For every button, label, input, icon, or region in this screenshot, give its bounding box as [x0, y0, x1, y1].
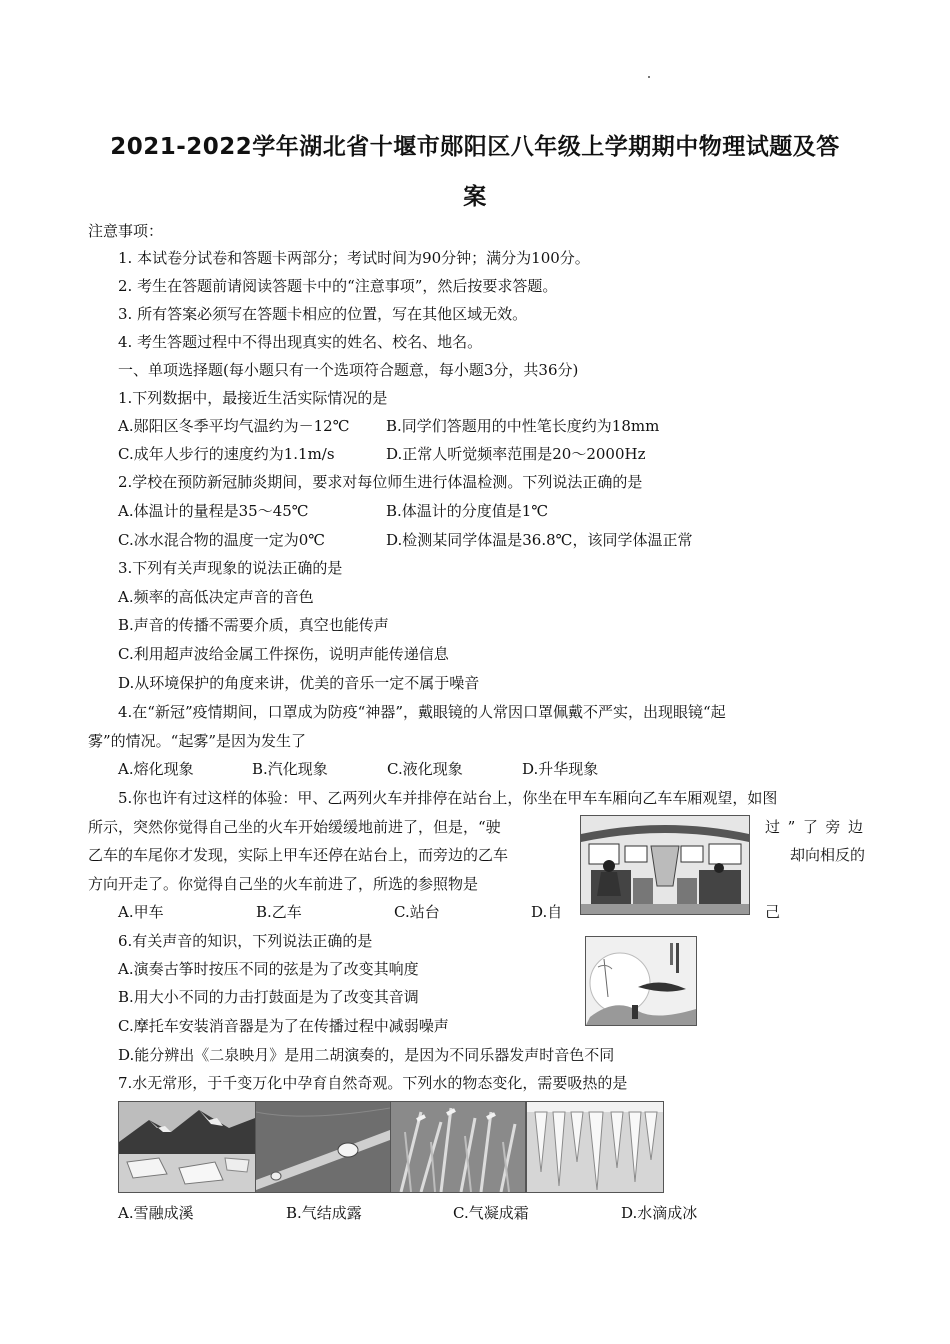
snow-melting-photo: [118, 1101, 256, 1193]
dew-photo: [255, 1101, 391, 1193]
q6-stem: 6.有关声音的知识，下列说法正确的是: [118, 932, 373, 950]
icicles-photo: [526, 1101, 664, 1193]
q4-option-d: D.升华现象: [522, 760, 599, 778]
q3-option-b: B.声音的传播不需要介质，真空也能传声: [118, 616, 389, 634]
q4-option-a: A.熔化现象: [118, 760, 194, 778]
q2-option-b: B.体温计的分度值是1℃: [386, 502, 549, 520]
q5-stem-line4: 方向开走了。你觉得自己坐的火车前进了，所选的参照物是: [88, 875, 479, 893]
q5-stem-line3b: 却向相反的: [790, 846, 866, 864]
q3-option-c: C.利用超声波给金属工件探伤，说明声能传递信息: [118, 645, 449, 663]
notice-item-2: 2. 考生在答题前请阅读答题卡中的“注意事项”，然后按要求答题。: [118, 277, 558, 295]
q6-option-a: A.演奏古筝时按压不同的弦是为了改变其响度: [118, 960, 419, 978]
q1-option-a: A.郧阳区冬季平均气温约为－12℃: [118, 417, 350, 435]
notice-heading: 注意事项：: [88, 222, 164, 240]
notice-item-4: 4. 考生答题过程中不得出现真实的姓名、校名、地名。: [118, 333, 483, 351]
q5-stem-line2b: 过”了旁边: [765, 818, 863, 836]
q3-stem: 3.下列有关声现象的说法正确的是: [118, 559, 343, 577]
q2-option-a: A.体温计的量程是35～45℃: [118, 502, 309, 520]
section-heading: 一、单项选择题(每小题只有一个选项符合题意，每小题3分，共36分): [118, 361, 579, 379]
q7-stem: 7.水无常形，于千变万化中孕育自然奇观。下列水的物态变化，需要吸热的是: [118, 1074, 628, 1092]
q2-option-d: D.检测某同学体温是36.8℃，该同学体温正常: [386, 531, 693, 549]
q6-option-b: B.用大小不同的力击打鼓面是为了改变其音调: [118, 988, 419, 1006]
q5-option-d-part1: D.自: [531, 903, 563, 921]
train-carriage-figure: [580, 815, 750, 915]
q3-option-a: A.频率的高低决定声音的音色: [118, 588, 314, 606]
q1-option-d: D.正常人听觉频率范围是20～2000Hz: [386, 445, 646, 463]
q4-stem-line1: 4.在“新冠”疫情期间，口罩成为防疫“神器”，戴眼镜的人常因口罩佩戴不严实，出现眼镜“起: [118, 703, 726, 721]
page-mark: [648, 76, 650, 78]
q1-option-c: C.成年人步行的速度约为1.1m/s: [118, 445, 335, 463]
q5-stem-line1: 5.你也许有过这样的体验：甲、乙两列火车并排停在站台上，你坐在甲车车厢向乙车车厢观望，如图: [118, 789, 778, 807]
q2-option-c: C.冰水混合物的温度一定为0℃: [118, 531, 326, 549]
q2-stem: 2.学校在预防新冠肺炎期间，要求对每位师生进行体温检测。下列说法正确的是: [118, 473, 643, 491]
document-title-line1: 2021-2022学年湖北省十堰市郧阳区八年级上学期期中物理试题及答: [110, 134, 840, 160]
q4-option-c: C.液化现象: [387, 760, 463, 778]
q5-option-c: C.站台: [394, 903, 440, 921]
q3-option-d: D.从环境保护的角度来讲，优美的音乐一定不属于噪音: [118, 674, 480, 692]
q1-stem: 1.下列数据中，最接近生活实际情况的是: [118, 389, 388, 407]
q7-option-b: B.气结成露: [286, 1204, 362, 1222]
q6-option-d: D.能分辨出《二泉映月》是用二胡演奏的，是因为不同乐器发声时音色不同: [118, 1046, 615, 1064]
notice-item-1: 1. 本试卷分试卷和答题卡两部分；考试时间为90分钟；满分为100分。: [118, 249, 590, 267]
q1-option-b: B.同学们答题用的中性笔长度约为18mm: [386, 417, 660, 435]
q7-option-a: A.雪融成溪: [118, 1204, 194, 1222]
frost-photo: [390, 1101, 526, 1193]
q4-option-b: B.汽化现象: [252, 760, 328, 778]
q5-option-b: B.乙车: [256, 903, 302, 921]
erhu-moon-figure: [585, 936, 697, 1026]
q7-option-d: D.水滴成冰: [621, 1204, 698, 1222]
q5-stem-line2a: 所示，突然你觉得自己坐的火车开始缓缓地前进了，但是，“驶: [88, 818, 501, 836]
q7-option-c: C.气凝成霜: [453, 1204, 529, 1222]
q5-stem-line3a: 乙车的车尾你才发现，实际上甲车还停在站台上，而旁边的乙车: [88, 846, 509, 864]
q5-option-a: A.甲车: [118, 903, 164, 921]
q6-option-c: C.摩托车安装消音器是为了在传播过程中减弱噪声: [118, 1017, 449, 1035]
document-title-line2: 案: [463, 184, 487, 210]
q5-option-d-part2: 己: [765, 903, 781, 921]
notice-item-3: 3. 所有答案必须写在答题卡相应的位置，写在其他区域无效。: [118, 305, 528, 323]
q4-stem-line2: 雾”的情况。“起雾”是因为发生了: [88, 732, 307, 750]
